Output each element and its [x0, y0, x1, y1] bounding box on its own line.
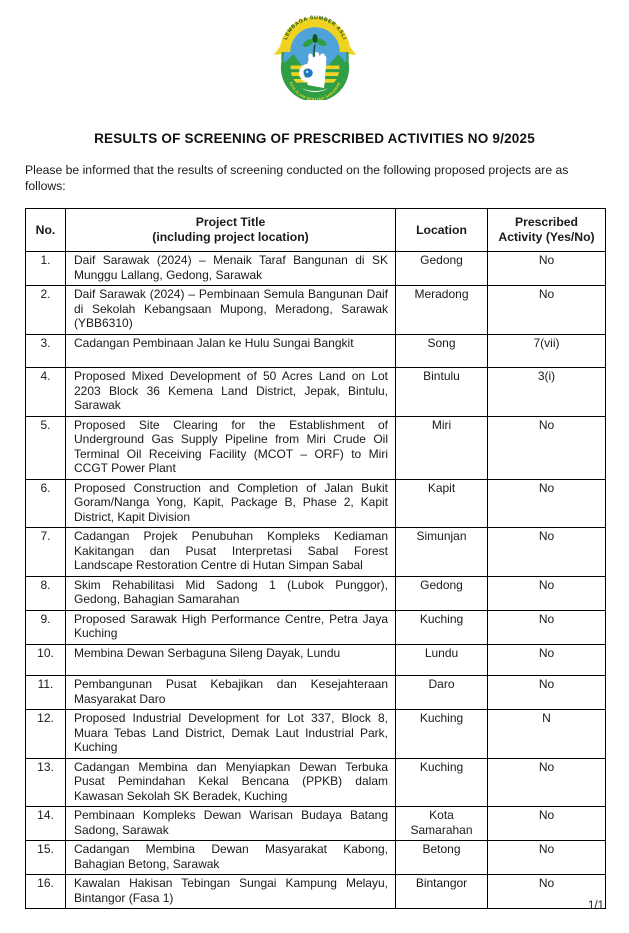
cell-activity: No	[488, 479, 606, 528]
cell-location: Gedong	[396, 252, 488, 286]
table-row	[26, 875, 606, 909]
cell-no: 1.	[26, 252, 66, 286]
header-location: Location	[396, 209, 488, 252]
table-row	[26, 807, 606, 841]
cell-no: 9.	[26, 610, 66, 644]
cell-title: Pembinaan Kompleks Dewan Warisan Budaya Batang Sadong, Sarawak	[66, 807, 396, 841]
cell-activity: No	[488, 807, 606, 841]
cell-no: 7.	[26, 528, 66, 577]
cell-activity: No	[488, 644, 606, 676]
cell-title: Daif Sarawak (2024) – Pembinaan Semula Bangunan Daif di Sekolah Kebangsaan Mupong, Meradong, Sarawak (YBB6310)	[66, 286, 396, 335]
cell-location: Song	[396, 334, 488, 368]
cell-no: 11.	[26, 676, 66, 710]
table-row	[26, 576, 606, 610]
cell-title: Proposed Industrial Development for Lot 337, Block 8, Muara Tebas Land District, Demak Laut Industrial Park, Kuching	[66, 710, 396, 759]
cell-title: Proposed Sarawak High Performance Centre, Petra Jaya Kuching	[66, 610, 396, 644]
table-row	[26, 416, 606, 479]
cell-location: Simunjan	[396, 528, 488, 577]
header-project-title: Project Title (including project location)	[66, 209, 396, 252]
cell-title: Pembangunan Pusat Kebajikan dan Kesejahteraan Masyarakat Daro	[66, 676, 396, 710]
cell-activity: No	[488, 252, 606, 286]
cell-activity: No	[488, 576, 606, 610]
cell-location: Kuching	[396, 710, 488, 759]
cell-activity: No	[488, 610, 606, 644]
cell-location: Gedong	[396, 576, 488, 610]
table-header	[26, 209, 606, 252]
cell-no: 15.	[26, 841, 66, 875]
logo-container	[0, 0, 629, 105]
cell-location: Kuching	[396, 758, 488, 807]
logo-top-text: LEMBAGA SUMBER ASLI	[282, 15, 347, 41]
cell-no: 2.	[26, 286, 66, 335]
cell-location: Kota Samarahan	[396, 807, 488, 841]
table-row	[26, 610, 606, 644]
cell-location: Betong	[396, 841, 488, 875]
cell-location: Bintangor	[396, 875, 488, 909]
cell-title: Kawalan Hakisan Tebingan Sungai Kampung Melayu, Bintangor (Fasa 1)	[66, 875, 396, 909]
table-row	[26, 676, 606, 710]
cell-activity: No	[488, 676, 606, 710]
cell-no: 3.	[26, 334, 66, 368]
table-row	[26, 334, 606, 368]
intro-paragraph: Please be informed that the results of screening conducted on the following proposed projects are as follows:	[25, 163, 569, 193]
cell-no: 12.	[26, 710, 66, 759]
logo-bottom-text: DAN ALAM SEKITAR SARAWAK	[288, 81, 341, 100]
cell-no: 6.	[26, 479, 66, 528]
cell-location: Miri	[396, 416, 488, 479]
cell-no: 5.	[26, 416, 66, 479]
table-row	[26, 841, 606, 875]
cell-no: 13.	[26, 758, 66, 807]
table-row	[26, 368, 606, 417]
cell-title: Daif Sarawak (2024) – Menaik Taraf Bangunan di SK Munggu Lallang, Gedong, Sarawak	[66, 252, 396, 286]
screening-results-table	[25, 208, 606, 909]
cell-activity: No	[488, 758, 606, 807]
cell-title: Proposed Site Clearing for the Establishment of Underground Gas Supply Pipeline from Miri Crude Oil Terminal Oil Receiving Facility (MCOT – ORF) to Miri CCGT Power Plant	[66, 416, 396, 479]
table-row	[26, 758, 606, 807]
cell-activity: No	[488, 841, 606, 875]
cell-no: 10.	[26, 644, 66, 676]
cell-activity: 7(vii)	[488, 334, 606, 368]
page-number: 1/1	[588, 900, 604, 912]
header-no: No.	[26, 209, 66, 252]
table-header-row	[26, 209, 606, 252]
header-prescribed-activity: Prescribed Activity (Yes/No)	[488, 209, 606, 252]
cell-title: Membina Dewan Serbaguna Sileng Dayak, Lundu	[66, 644, 396, 676]
cell-no: 4.	[26, 368, 66, 417]
cell-title: Cadangan Membina dan Menyiapkan Dewan Terbuka Pusat Pemindahan Kekal Bencana (PPKB) dalam Kawasan Sekolah SK Beradek, Kuching	[66, 758, 396, 807]
table-row	[26, 710, 606, 759]
page-title: RESULTS OF SCREENING OF PRESCRIBED ACTIVITIES NO 9/2025	[94, 131, 535, 146]
cell-activity: N	[488, 710, 606, 759]
table-row	[26, 479, 606, 528]
cell-location: Kuching	[396, 610, 488, 644]
table-row	[26, 644, 606, 676]
cell-location: Bintulu	[396, 368, 488, 417]
cell-no: 16.	[26, 875, 66, 909]
table-row	[26, 528, 606, 577]
cell-title: Proposed Mixed Development of 50 Acres Land on Lot 2203 Block 36 Kemena Land District, Jepak, Bintulu, Sarawak	[66, 368, 396, 417]
results-table-body	[26, 252, 606, 909]
cell-title: Cadangan Membina Dewan Masyarakat Kabong, Bahagian Betong, Sarawak	[66, 841, 396, 875]
cell-title: Cadangan Projek Penubuhan Kompleks Kediaman Kakitangan dan Pusat Interpretasi Sabal Forest Landscape Restoration Centre di Hutan Simpan Sabal	[66, 528, 396, 577]
cell-activity: No	[488, 528, 606, 577]
cell-title: Proposed Construction and Completion of Jalan Bukit Goram/Nanga Yong, Kapit, Package B, Phase 2, Kapit District, Kapit Division	[66, 479, 396, 528]
cell-no: 8.	[26, 576, 66, 610]
cell-title: Cadangan Pembinaan Jalan ke Hulu Sungai Bangkit	[66, 334, 396, 368]
cell-activity: No	[488, 875, 606, 909]
cell-activity: No	[488, 416, 606, 479]
lembaga-sumber-asli-logo	[270, 10, 360, 100]
cell-location: Lundu	[396, 644, 488, 676]
logo-water-droplet	[303, 69, 312, 78]
cell-activity: 3(i)	[488, 368, 606, 417]
cell-activity: No	[488, 286, 606, 335]
cell-location: Daro	[396, 676, 488, 710]
cell-location: Kapit	[396, 479, 488, 528]
table-row	[26, 252, 606, 286]
cell-location: Meradong	[396, 286, 488, 335]
cell-title: Skim Rehabilitasi Mid Sadong 1 (Lubok Punggor), Gedong, Bahagian Samarahan	[66, 576, 396, 610]
table-row	[26, 286, 606, 335]
cell-no: 14.	[26, 807, 66, 841]
